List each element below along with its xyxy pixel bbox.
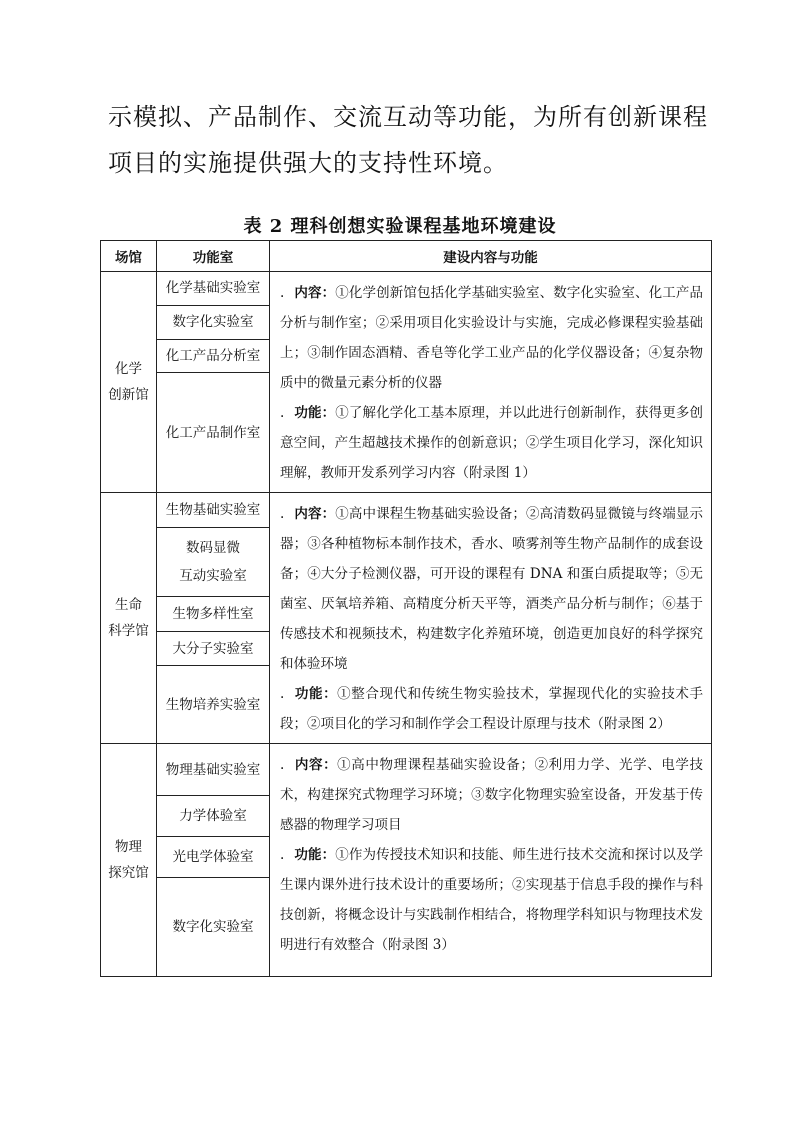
room-cell xyxy=(157,631,270,666)
content-paragraph: . 内容：①高中课程生物基础实验设备；②高清数码显微镜与终端显示器；③各种植物标本制作技术，香水、喷雾剂等生物产品制作的成套设备；④大分子检测仪器，可开设的课程有 DNA 和蛋白质提取等；⑤无菌室、厌氧培养箱、高精度分析天平等，酒类产品分析与制作；⑥基于传感技术和视频技术，构建数字化养殖环境，创造更加良好的科学探究和体验环境 xyxy=(280,506,704,672)
room-name-line: 化学基础实验室 xyxy=(165,280,261,297)
description-cell xyxy=(270,744,712,977)
room-name-line: 化工产品制作室 xyxy=(165,424,261,441)
venue-name-line: 生命 xyxy=(115,597,142,613)
room-cell xyxy=(157,339,270,373)
description-cell xyxy=(270,272,712,493)
room-cell xyxy=(157,272,270,306)
venue-name-line: 物理 xyxy=(115,839,142,855)
header-venue: 场馆 xyxy=(101,241,157,272)
room-cell xyxy=(157,837,270,878)
intro-paragraph: 示模拟、产品制作、交流互动等功能，为所有创新课程项目的实施提供强大的支持性环境。 xyxy=(108,103,708,177)
room-cell xyxy=(157,796,270,837)
venue-cell xyxy=(101,493,157,744)
table-row xyxy=(101,744,712,796)
description-cell xyxy=(270,493,712,744)
content-text: ①高中课程生物基础实验设备；②高清数码显微镜与终端显示器；③各种植物标本制作技术，香水、喷雾剂等生物产品制作的成套设备；④大分子检测仪器，可开设的课程有 DNA 和蛋白质提取等；⑤无菌室、厌氧培养箱、高精度分析天平等，酒类产品分析与制作；⑥基于传感技术和视频技术，构建数字化养殖环境，创造更加良好的科学探究和体验环境 xyxy=(280,506,704,672)
room-cell xyxy=(157,305,270,339)
venue-cell xyxy=(101,744,157,977)
content-text: ①化学创新馆包括化学基础实验室、数字化实验室、化工产品分析与制作室；②采用项目化实验设计与实施，完成必修课程实验基础上；③制作固态酒精、香皂等化学工业产品的化学仪器设备；④复杂物质中的微量元素分析的仪器 xyxy=(280,285,704,391)
room-cell xyxy=(157,373,270,493)
function-text: ①作为传授技术知识和技能、师生进行技术交流和探讨以及学生课内课外进行技术设计的重要场所；②实现基于信息手段的操作与科技创新，将概念设计与实践制作相结合，将物理学科知识与物理技术发明进行有效整合（附录图 3） xyxy=(280,847,704,953)
room-name-line: 光电学体验室 xyxy=(172,849,254,865)
content-paragraph: . 内容：①高中物理课程基础实验设备；②利用力学、光学、电学技术，构建探究式物理学习环境；③数字化物理实验室设备，开发基于传感器的物理学习项目 xyxy=(280,757,704,833)
room-name-line: 生物基础实验室 xyxy=(165,501,261,518)
room-name-line: 数字化实验室 xyxy=(172,314,254,331)
function-paragraph: . 功能：①作为传授技术知识和技能、师生进行技术交流和探讨以及学生课内课外进行技术设计的重要场所；②实现基于信息手段的操作与科技创新，将概念设计与实践制作相结合，将物理学科知识与物理技术发明进行有效整合（附录图 3） xyxy=(280,847,704,953)
function-text: ①了解化学化工基本原理，并以此进行创新制作，获得更多创意空间，产生超越技术操作的创新意识；②学生项目化学习，深化知识理解，教师开发系列学习内容（附录图 1） xyxy=(280,405,704,481)
room-name-line: 数码显微 xyxy=(186,539,240,556)
room-cell xyxy=(157,878,270,977)
venue-cell xyxy=(101,272,157,493)
content-paragraph: . 内容：①化学创新馆包括化学基础实验室、数字化实验室、化工产品分析与制作室；②采用项目化实验设计与实施，完成必修课程实验基础上；③制作固态酒精、香皂等化学工业产品的化学仪器设备；④复杂物质中的微量元素分析的仪器 xyxy=(280,285,704,391)
environment-table xyxy=(100,240,712,977)
header-room: 功能室 xyxy=(157,241,270,272)
room-name-line: 大分子实验室 xyxy=(172,640,254,657)
room-name-line: 互动实验室 xyxy=(179,567,247,584)
venue-name-line: 创新馆 xyxy=(108,387,149,403)
content-text: ①高中物理课程基础实验设备；②利用力学、光学、电学技术，构建探究式物理学习环境；③数字化物理实验室设备，开发基于传感器的物理学习项目 xyxy=(280,757,704,833)
venue-name-line: 科学馆 xyxy=(108,623,149,639)
function-label: 功能： xyxy=(294,847,336,863)
room-cell xyxy=(157,744,270,796)
room-name-line: 力学体验室 xyxy=(179,808,247,824)
function-text: ①整合现代和传统生物实验技术，掌握现代化的实验技术手段；②项目化的学习和制作学会工程设计原理与技术（附录图 2） xyxy=(280,686,704,732)
content-label: 内容： xyxy=(294,506,336,522)
room-name-line: 生物多样性室 xyxy=(172,605,254,622)
content-label: 内容： xyxy=(294,285,336,301)
venue-name-line: 化学 xyxy=(115,361,142,377)
function-paragraph: . 功能：①了解化学化工基本原理，并以此进行创新制作，获得更多创意空间，产生超越技术操作的创新意识；②学生项目化学习，深化知识理解，教师开发系列学习内容（附录图 1） xyxy=(280,405,704,481)
function-label: 功能： xyxy=(294,405,336,421)
room-cell xyxy=(157,596,270,631)
venue-name-line: 探究馆 xyxy=(108,865,149,881)
content-label: 内容： xyxy=(294,757,338,773)
function-paragraph: . 功能：①整合现代和传统生物实验技术，掌握现代化的实验技术手段；②项目化的学习和制作学会工程设计原理与技术（附录图 2） xyxy=(280,686,704,732)
room-name-line: 物理基础实验室 xyxy=(165,761,261,778)
table-row xyxy=(101,272,712,306)
room-cell xyxy=(157,666,270,744)
table-row xyxy=(101,493,712,528)
header-content: 建设内容与功能 xyxy=(270,241,712,272)
function-label: 功能： xyxy=(294,686,338,702)
room-name-line: 生物培养实验室 xyxy=(165,696,261,713)
room-name-line: 数字化实验室 xyxy=(172,919,254,935)
room-name-line: 化工产品分析室 xyxy=(165,348,261,365)
room-cell xyxy=(157,493,270,528)
header-row xyxy=(101,241,712,272)
room-cell xyxy=(157,527,270,596)
table-caption: 表 2 理科创想实验课程基地环境建设 xyxy=(243,216,557,237)
